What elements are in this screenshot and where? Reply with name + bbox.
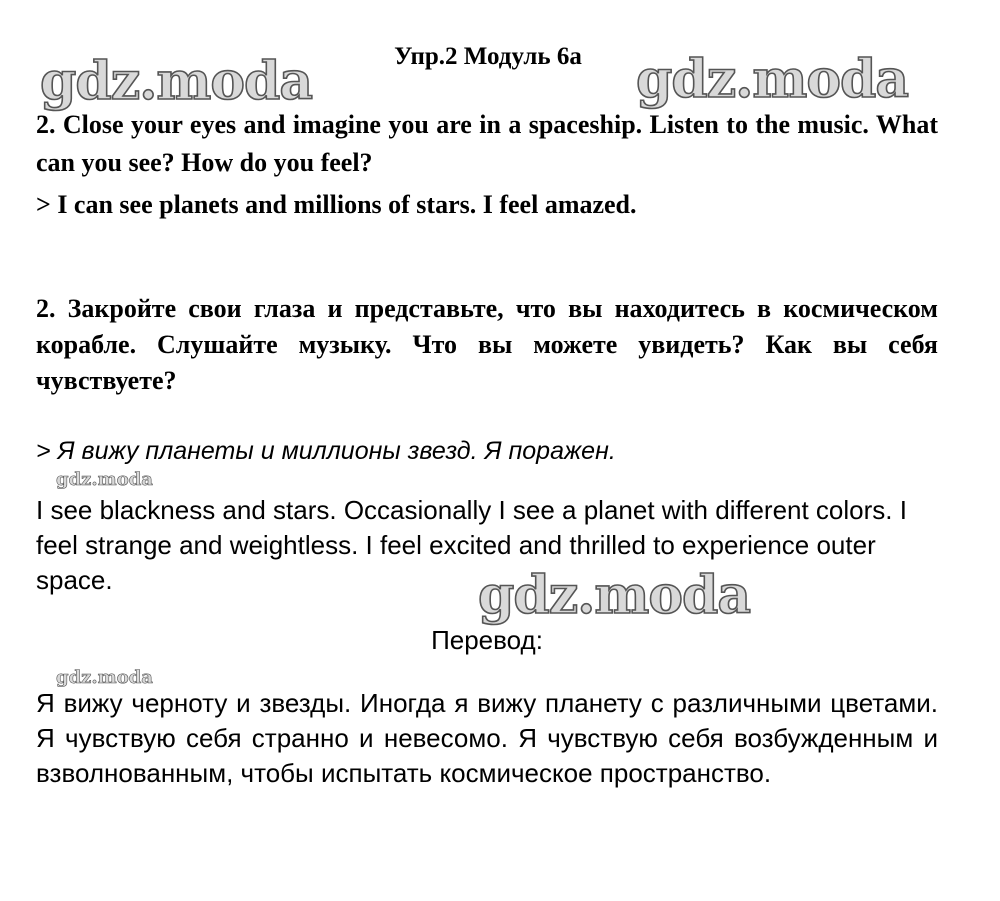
watermark-logo: gdz.moda <box>478 565 751 626</box>
watermark-logo-small: gdz.moda <box>56 667 153 688</box>
watermark-logo: gdz.moda <box>636 49 909 110</box>
translation-heading: Перевод: <box>431 625 543 655</box>
watermark-logo-small: gdz.moda <box>56 469 153 490</box>
answer-english: > I can see planets and millions of stars. I feel amazed. <box>36 190 637 219</box>
task-english: 2. Close your eyes and imagine you are in a spaceship. Listen to the music. What can you see? How do you feel? <box>36 110 938 177</box>
task-russian: 2. Закройте свои глаза и представьте, что вы находитесь в космическом корабле. Слушайте музыку. Что вы можете увидеть? Как вы себя чувствуете? <box>36 294 938 395</box>
full-answer-russian: Я вижу черноту и звезды. Иногда я вижу планету с различными цветами. Я чувствую себя странно и невесомо. Я чувствую себя возбужденным и взволнованным, чтобы испытать космическое пространство. <box>36 688 938 788</box>
full-answer-english: I see blackness and stars. Occasionally I see a planet with different colors. I feel strange and weightless. I feel excited and thrilled to experience outer space. <box>36 495 907 595</box>
page-title: Упр.2 Модуль 6а <box>394 43 582 70</box>
answer-russian: > Я вижу планеты и миллионы звезд. Я поражен. <box>36 437 616 465</box>
watermark-logo: gdz.moda <box>40 51 313 112</box>
